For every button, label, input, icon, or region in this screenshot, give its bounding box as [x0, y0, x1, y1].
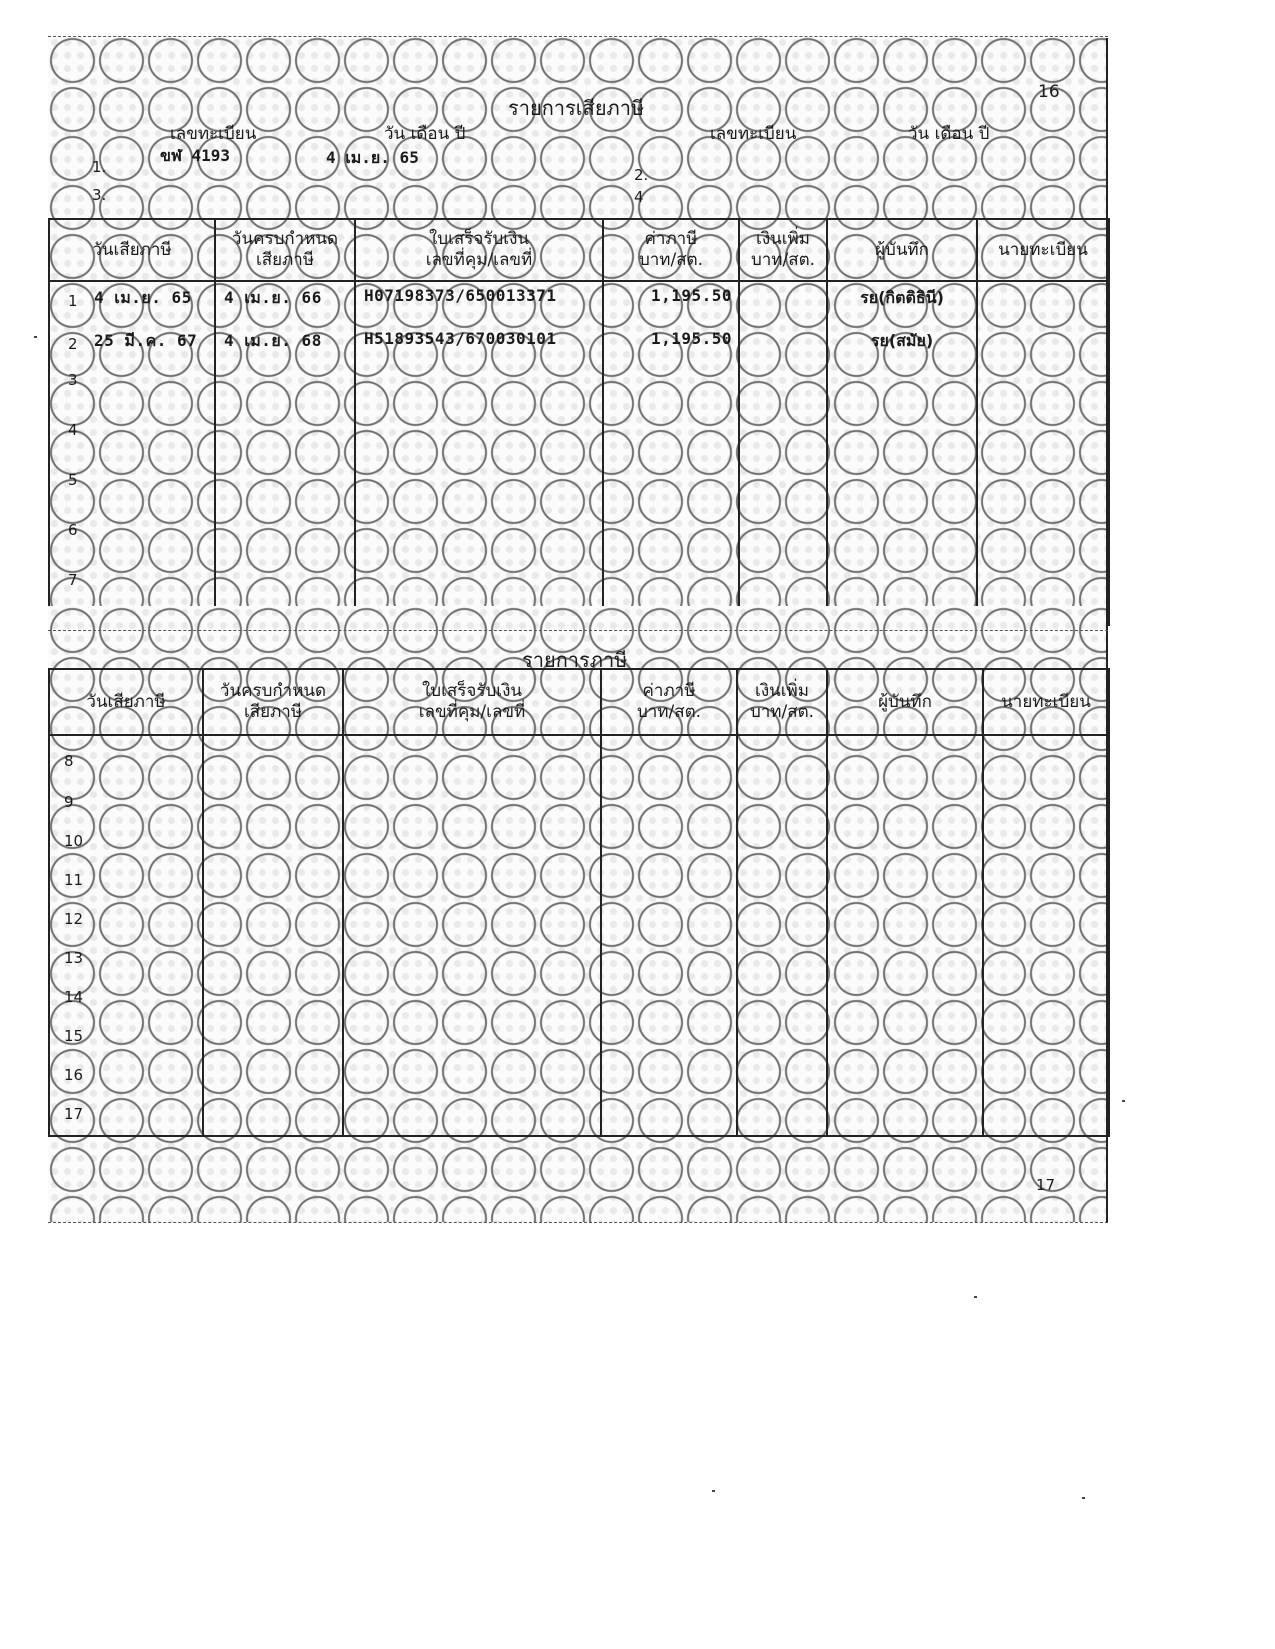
cell-tax-date [49, 863, 203, 902]
cell-empty [203, 1097, 343, 1136]
row-number: 14 [64, 988, 84, 1006]
table-row [49, 735, 1109, 785]
cell-empty [343, 1058, 601, 1097]
table-row [49, 511, 1109, 561]
cell-empty [601, 735, 737, 785]
cell-fee [603, 361, 739, 411]
cell-empty [983, 863, 1109, 902]
cell-empty [601, 902, 737, 941]
cell-empty [737, 735, 827, 785]
cell-empty [601, 980, 737, 1019]
entry-1-date: 4 เม.ย. 65 [326, 148, 419, 167]
row-number: 4 [68, 421, 78, 439]
page-number-top: 16 [1038, 82, 1060, 102]
row-number: 2 [68, 335, 78, 353]
table-row [49, 325, 1109, 361]
cell-empty [737, 863, 827, 902]
cell-tax-date [49, 1097, 203, 1136]
cell-recorder [827, 411, 977, 461]
col-tax-date-header-2: วันเสียภาษี [49, 669, 203, 735]
entry-4-number: 4 [634, 188, 644, 206]
cell-due-date [215, 411, 355, 461]
scan-speck [1082, 1497, 1085, 1499]
cell-extra [739, 411, 827, 461]
table-row [49, 1097, 1109, 1136]
cell-empty [343, 785, 601, 824]
cell-empty [343, 1097, 601, 1136]
cell-registrar [977, 511, 1109, 561]
cell-empty [203, 824, 343, 863]
col-recorder-header: ผู้บันทึก [827, 219, 977, 281]
cell-empty [827, 1058, 983, 1097]
cell-empty [983, 824, 1109, 863]
cell-extra [739, 511, 827, 561]
col-recorder-header-2: ผู้บันทึก [827, 669, 983, 735]
cell-registrar [977, 325, 1109, 361]
table-row [49, 980, 1109, 1019]
col-due-date-header-2: วันครบกำหนด เสียภาษี [203, 669, 343, 735]
cell-receipt [355, 461, 603, 511]
cell-extra [739, 281, 827, 325]
cell-receipt [355, 325, 603, 361]
scan-speck [974, 1296, 977, 1298]
reg-label-1: เลขทะเบียน [170, 124, 257, 144]
table-row [49, 785, 1109, 824]
cell-empty [601, 1097, 737, 1136]
cell-empty [983, 902, 1109, 941]
reg-label-2: เลขทะเบียน [710, 124, 797, 144]
cell-empty [827, 980, 983, 1019]
cell-empty [737, 785, 827, 824]
row-number: 8 [64, 752, 74, 770]
cell-due-date [215, 281, 355, 325]
cell-registrar [977, 461, 1109, 511]
cell-empty [827, 902, 983, 941]
cell-fee-value: 1,195.50 [650, 329, 732, 348]
cell-empty [203, 1058, 343, 1097]
cell-empty [983, 1058, 1109, 1097]
cell-tax-date [49, 824, 203, 863]
cell-empty [737, 941, 827, 980]
entry-1-registration: ขฬ 4193 [160, 146, 231, 165]
cell-empty [203, 941, 343, 980]
col-receipt-header: ใบเสร็จรับเงิน เลขที่คุม/เลขที่ [355, 219, 603, 281]
bottom-sheet-bottom-edge [48, 1222, 1108, 1223]
cell-tax-date [49, 1058, 203, 1097]
table-row [49, 863, 1109, 902]
cell-fee [603, 511, 739, 561]
cell-empty [203, 902, 343, 941]
col-extra-header: เงินเพิ่ม บาท/สต. [739, 219, 827, 281]
col-extra-header-2: เงินเพิ่ม บาท/สต. [737, 669, 827, 735]
cell-tax-date [49, 325, 215, 361]
cell-empty [983, 735, 1109, 785]
table-row [49, 411, 1109, 461]
cell-empty [827, 785, 983, 824]
row-number: 1 [68, 292, 78, 310]
cell-empty [983, 941, 1109, 980]
cell-registrar [977, 361, 1109, 411]
date-label-2: วัน เดือน ปี [908, 124, 990, 144]
cell-registrar [977, 281, 1109, 325]
cell-recorder [827, 511, 977, 561]
cell-empty [827, 1019, 983, 1058]
cell-empty [827, 941, 983, 980]
col-registrar-header: นายทะเบียน [977, 219, 1109, 281]
cell-recorder-value: รย(สมัย) [870, 331, 934, 350]
row-number: 13 [64, 949, 84, 967]
bottom-sheet-top-edge [48, 630, 1108, 631]
row-number: 15 [64, 1027, 84, 1045]
cell-fee [603, 325, 739, 361]
date-label-1: วัน เดือน ปี [384, 124, 466, 144]
cell-receipt [355, 511, 603, 561]
cell-receipt-value: H07198373/650013371 [364, 286, 557, 305]
cell-empty [203, 1019, 343, 1058]
cell-extra [739, 361, 827, 411]
cell-fee [603, 411, 739, 461]
cell-empty [737, 824, 827, 863]
cell-empty [827, 1097, 983, 1136]
cell-empty [203, 735, 343, 785]
cell-tax-date [49, 461, 215, 511]
row-number: 5 [68, 471, 78, 489]
cell-empty [343, 902, 601, 941]
page-number-bottom: 17 [1036, 1176, 1056, 1194]
cell-empty [601, 785, 737, 824]
cell-receipt [355, 411, 603, 461]
cell-empty [827, 735, 983, 785]
entry-2-number: 2. [634, 166, 649, 184]
cell-tax-date [49, 511, 215, 561]
cell-empty [983, 1019, 1109, 1058]
cell-empty [203, 785, 343, 824]
cell-tax-date [49, 1019, 203, 1058]
col-fee-header-2: ค่าภาษี บาท/สต. [601, 669, 737, 735]
col-due-date-header: วันครบกำหนด เสียภาษี [215, 219, 355, 281]
row-number: 17 [64, 1105, 84, 1123]
cell-fee [603, 281, 739, 325]
cell-recorder [827, 281, 977, 325]
col-registrar-header-2: นายทะเบียน [983, 669, 1109, 735]
cell-extra [739, 325, 827, 361]
scan-speck [1122, 1100, 1125, 1102]
cell-tax-date [49, 902, 203, 941]
row-number: 6 [68, 521, 78, 539]
cell-tax-date [49, 361, 215, 411]
tax-payment-table-1 [48, 218, 1110, 626]
table-row [49, 461, 1109, 511]
row-number: 9 [64, 793, 74, 811]
scan-speck [712, 1490, 715, 1492]
row-number: 10 [64, 832, 84, 850]
cell-recorder [827, 325, 977, 361]
table-row [49, 824, 1109, 863]
cell-empty [737, 980, 827, 1019]
cell-receipt-value: H51893543/670030101 [364, 329, 557, 348]
row-number: 7 [68, 571, 78, 589]
cell-recorder [827, 461, 977, 511]
cell-due-date-value: 4 เม.ย. 68 [224, 331, 322, 350]
cell-empty [343, 735, 601, 785]
cell-empty [343, 941, 601, 980]
cell-tax-date [49, 281, 215, 325]
table-row [49, 902, 1109, 941]
cell-empty [827, 824, 983, 863]
entry-1-number: 1. [92, 158, 107, 176]
row-number: 11 [64, 871, 84, 889]
table-row [49, 1058, 1109, 1097]
cell-empty [601, 941, 737, 980]
cell-empty [343, 1019, 601, 1058]
top-sheet-top-edge [48, 36, 1108, 37]
cell-tax-date-value: 4 เม.ย. 65 [94, 288, 192, 307]
cell-empty [983, 1097, 1109, 1136]
cell-empty [203, 863, 343, 902]
cell-empty [203, 980, 343, 1019]
section-title-bottom: รายการภาษี [522, 648, 628, 672]
table-row [49, 281, 1109, 325]
table-row [49, 941, 1109, 980]
tax-payment-table-2 [48, 668, 1110, 1137]
cell-receipt [355, 361, 603, 411]
cell-empty [983, 785, 1109, 824]
cell-empty [343, 980, 601, 1019]
cell-empty [601, 824, 737, 863]
cell-recorder-value: รย(กิตติธินี) [860, 288, 944, 307]
row-number: 12 [64, 910, 84, 928]
cell-recorder [827, 361, 977, 411]
cell-empty [601, 863, 737, 902]
cell-tax-date [49, 980, 203, 1019]
table-row [49, 1019, 1109, 1058]
cell-due-date [215, 461, 355, 511]
cell-empty [737, 1019, 827, 1058]
cell-empty [827, 863, 983, 902]
cell-empty [343, 863, 601, 902]
cell-empty [737, 1058, 827, 1097]
cell-registrar [977, 411, 1109, 461]
cell-due-date [215, 361, 355, 411]
cell-tax-date [49, 785, 203, 824]
cell-receipt [355, 281, 603, 325]
cell-empty [601, 1019, 737, 1058]
table-row [49, 361, 1109, 411]
cell-empty [983, 980, 1109, 1019]
cell-tax-date-value: 25 มี.ค. 67 [94, 331, 198, 350]
col-tax-date-header: วันเสียภาษี [49, 219, 215, 281]
row-number: 3 [68, 371, 78, 389]
cell-empty [737, 902, 827, 941]
cell-due-date [215, 511, 355, 561]
section-title-top: รายการเสียภาษี [508, 96, 645, 120]
row-number: 16 [64, 1066, 84, 1084]
col-receipt-header-2: ใบเสร็จรับเงิน เลขที่คุม/เลขที่ [343, 669, 601, 735]
cell-due-date-value: 4 เม.ย. 66 [224, 288, 322, 307]
cell-empty [737, 1097, 827, 1136]
cell-empty [343, 824, 601, 863]
col-fee-header: ค่าภาษี บาท/สต. [603, 219, 739, 281]
cell-due-date [215, 325, 355, 361]
cell-tax-date [49, 735, 203, 785]
scan-speck [34, 336, 37, 338]
cell-fee-value: 1,195.50 [650, 286, 732, 305]
cell-empty [601, 1058, 737, 1097]
entry-3-number: 3. [92, 186, 107, 204]
cell-tax-date [49, 941, 203, 980]
cell-extra [739, 461, 827, 511]
cell-fee [603, 461, 739, 511]
cell-tax-date [49, 411, 215, 461]
